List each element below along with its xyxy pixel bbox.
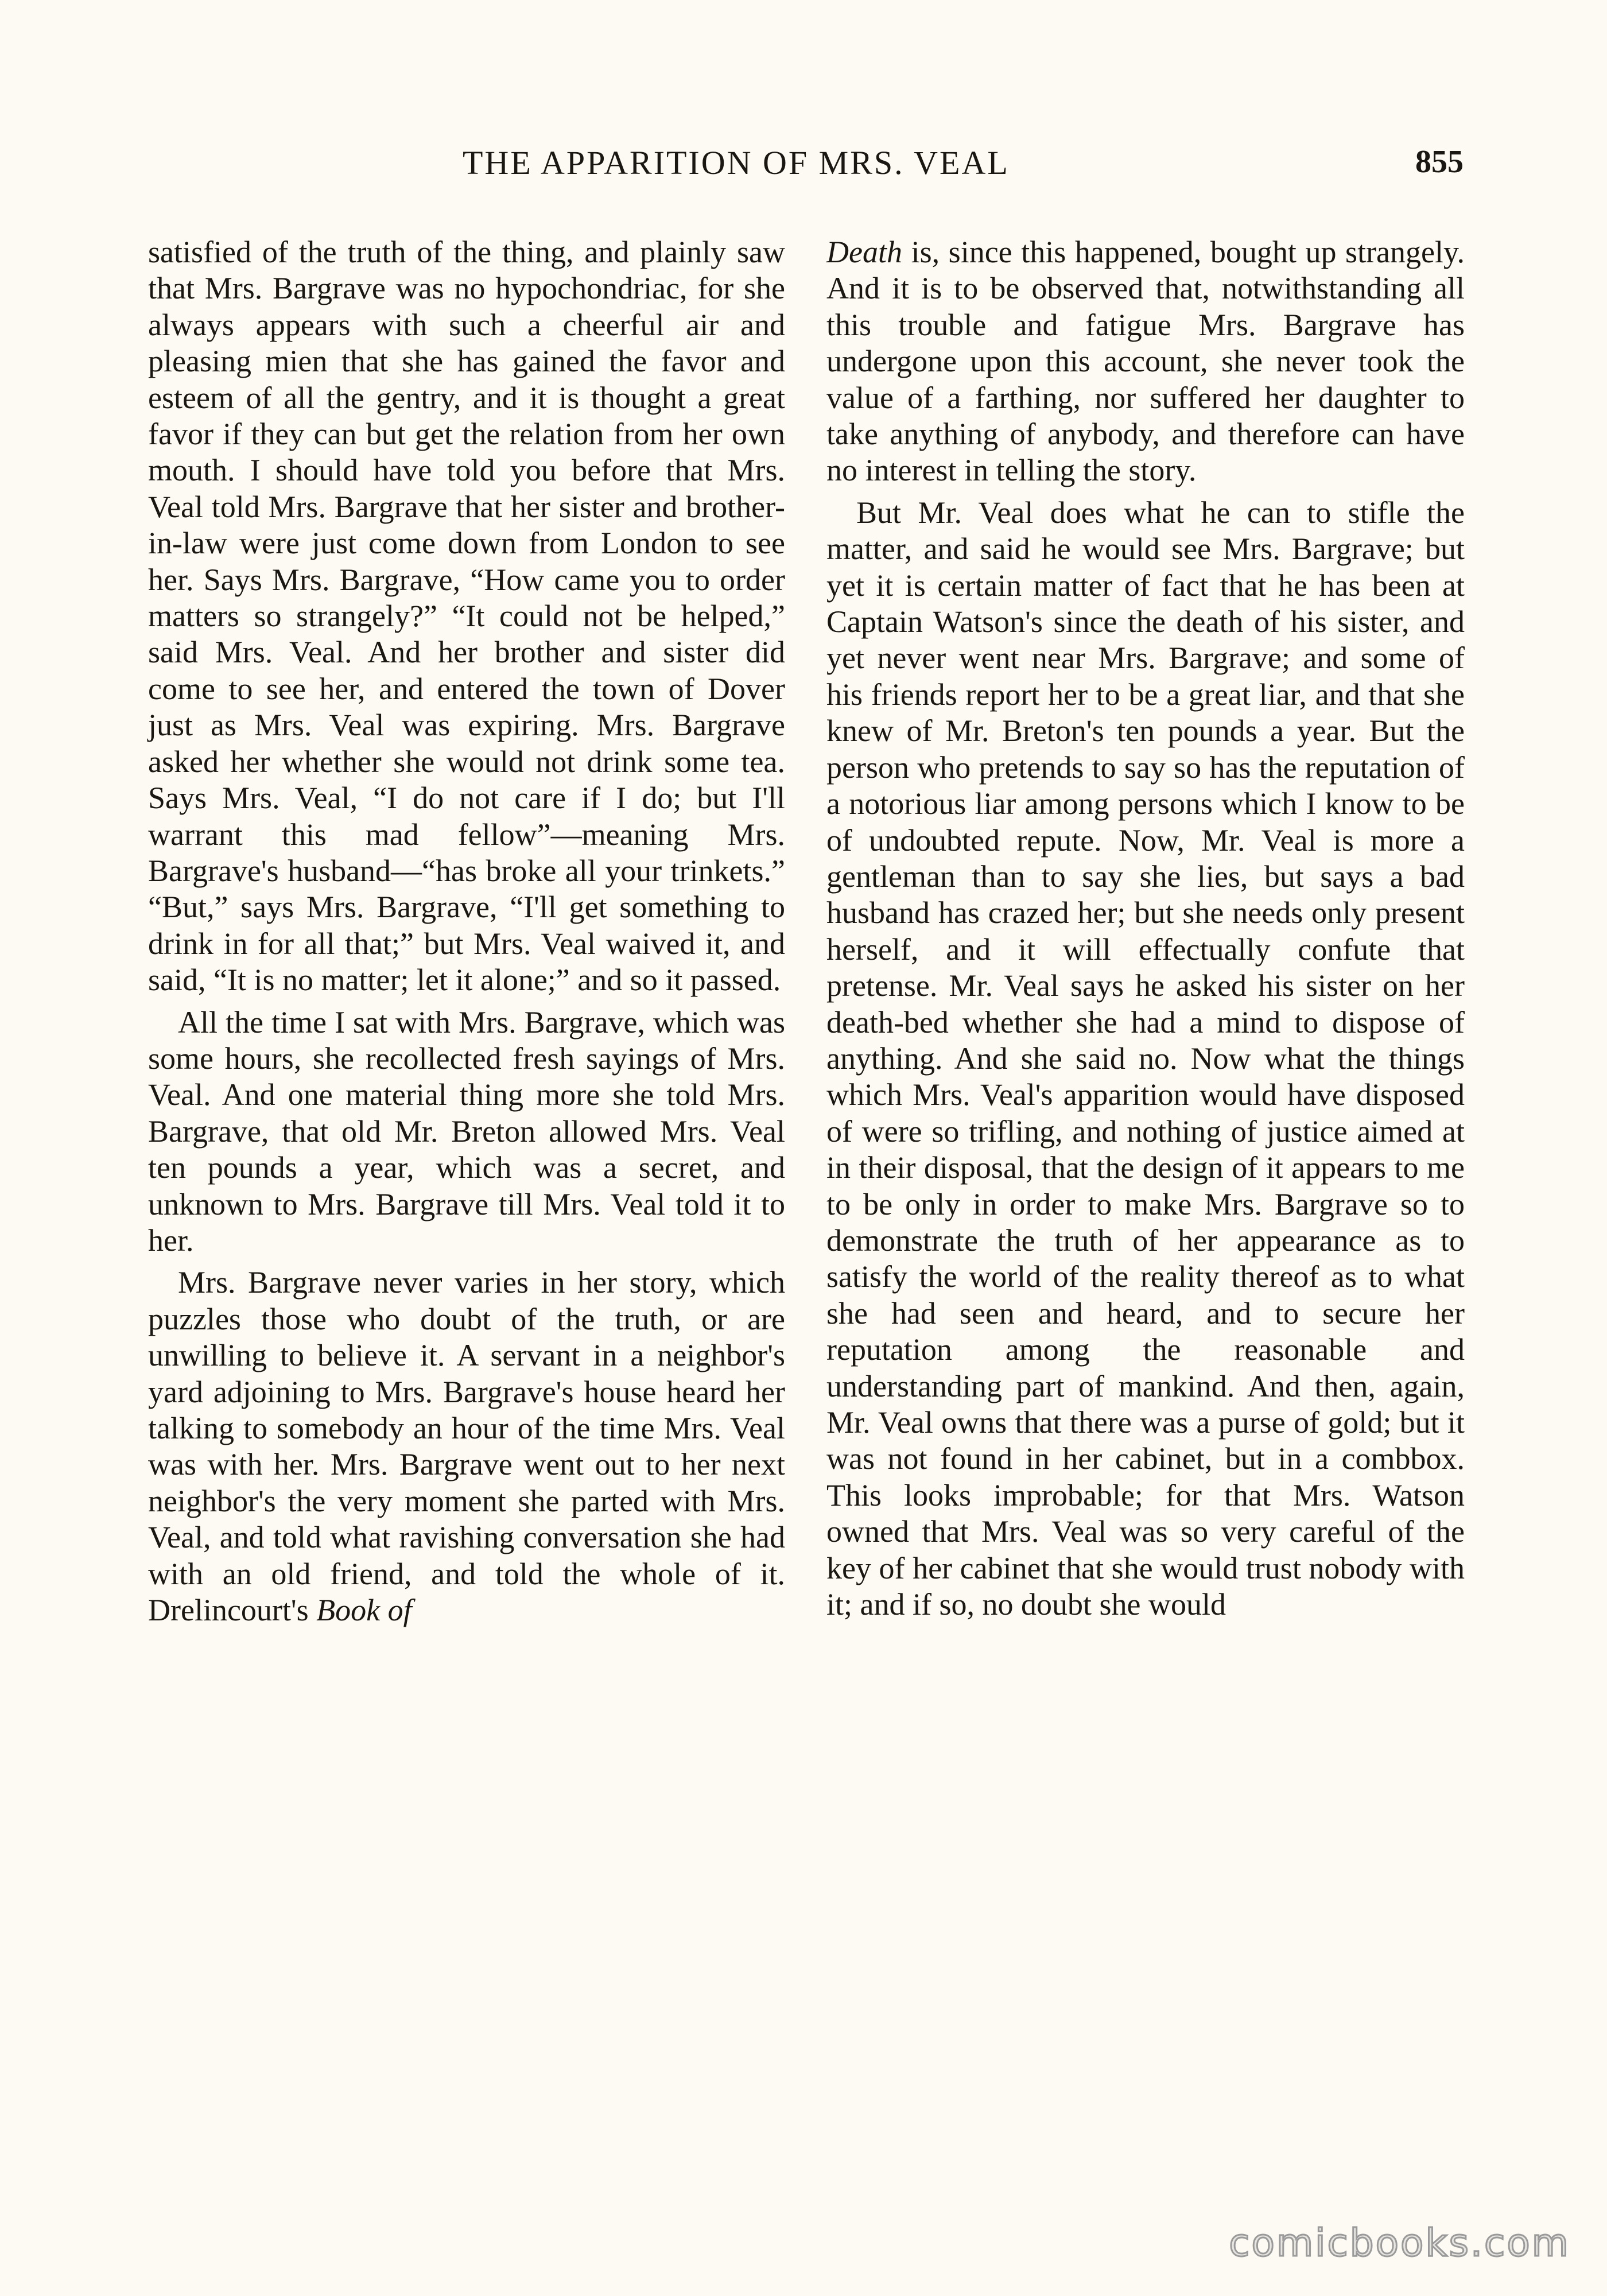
paragraph <box>148 1265 785 1628</box>
watermark-logo: comicbooks.com <box>1229 2221 1570 2265</box>
paragraph-text: Mrs. Bargrave never varies in her story, which puzzles those who doubt of the truth, or are unwilling to believe it. A servant in a neighbor's yard adjoining to Mrs. Bargrave's house heard her talking to somebody an hour of the time Mrs. Veal was with her. Mrs. Bargrave went out to her next neighbor's the very moment she parted with Mrs. Veal, and told what ravishing conversation she had with an old friend, and told the whole of it. Drelincourt's <box>148 1265 785 1628</box>
paragraph <box>826 234 1465 489</box>
italic-book-title-start: Book of <box>316 1593 412 1628</box>
right-text-column <box>826 234 1465 2157</box>
italic-book-title-end: Death <box>826 235 902 269</box>
page-number: 855 <box>1415 144 1464 180</box>
paragraph: satisfied of the truth of the thing, and plainly saw that Mrs. Bargrave was no hypochondriac, for she always appears with such a cheerful air and pleasing mien that she has gained the favor and esteem of all the gentry, and it is thought a great favor if they can but get the relation from her own mouth. I should have told you before that Mrs. Veal told Mrs. Bargrave that her sister and brother-in-law were just come down from London to see her. Says Mrs. Bargrave, “How came you to order matters so strangely?” “It could not be helped,” said Mrs. Veal. And her brother and sister did come to see her, and entered the town of Dover just as Mrs. Veal was expiring. Mrs. Bargrave asked her whether she would not drink some tea. Says Mrs. Veal, “I do not care if I do; but I'll warrant this mad fellow”—meaning Mrs. Bargrave's husband—“has broke all your trinkets.” “But,” says Mrs. Bargrave, “I'll get something to drink in for all that;” but Mrs. Veal waived it, and said, “It is no matter; let it alone;” and so it passed. <box>148 235 785 998</box>
paragraph: All the time I sat with Mrs. Bargrave, which was some hours, she recollected fresh sayings of Mrs. Veal. And one material thing more she told Mrs. Bargrave, that old Mr. Breton allowed Mrs. Veal ten pounds a year, which was a secret, and unknown to Mrs. Bargrave till Mrs. Veal told it to her. <box>148 1004 785 1258</box>
running-title: THE APPARITION OF MRS. VEAL <box>463 144 1010 181</box>
left-text-column <box>148 234 785 2157</box>
paragraph-text: is, since this happened, bought up strangely. And it is to be observed that, notwithstanding all this trouble and fatigue Mrs. Bargrave has undergone upon this account, she never took the value of a farthing, nor suffered her daughter to take anything of anybody, and therefore can have no interest in telling the story. <box>826 235 1465 488</box>
page-header <box>148 144 1464 189</box>
paragraph: But Mr. Veal does what he can to stifle the matter, and said he would see Mrs. Bargrave; but yet it is certain matter of fact that he has been at Captain Watson's since the death of his sister, and yet never went near Mrs. Bargrave; and some of his friends report her to be a great liar, and that she knew of Mr. Breton's ten pounds a year. But the person who pretends to say so has the reputation of a notorious liar among persons which I know to be of undoubted repute. Now, Mr. Veal is more a gentleman than to say she lies, but says a bad husband has crazed her; but she needs only present herself, and it will effectually confute that pretense. Mr. Veal says he asked his sister on her death-bed whether she had a mind to dispose of anything. And she said no. Now what the things which Mrs. Veal's apparition would have disposed of were so trifling, and nothing of justice aimed at in their disposal, that the design of it appears to me to be only in order to make Mrs. Bargrave so to demonstrate the truth of her appearance as to satisfy the world of the reality thereof as to what she had seen and heard, and to secure her reputation among the reasonable and understanding part of mankind. And then, again, Mr. Veal owns that there was a purse of gold; but it was not found in her cabinet, but in a combbox. This looks improbable; for that Mrs. Watson owned that Mrs. Veal was so very careful of the key of her cabinet that she would trust nobody with it; and if so, no doubt she would <box>826 495 1465 1622</box>
